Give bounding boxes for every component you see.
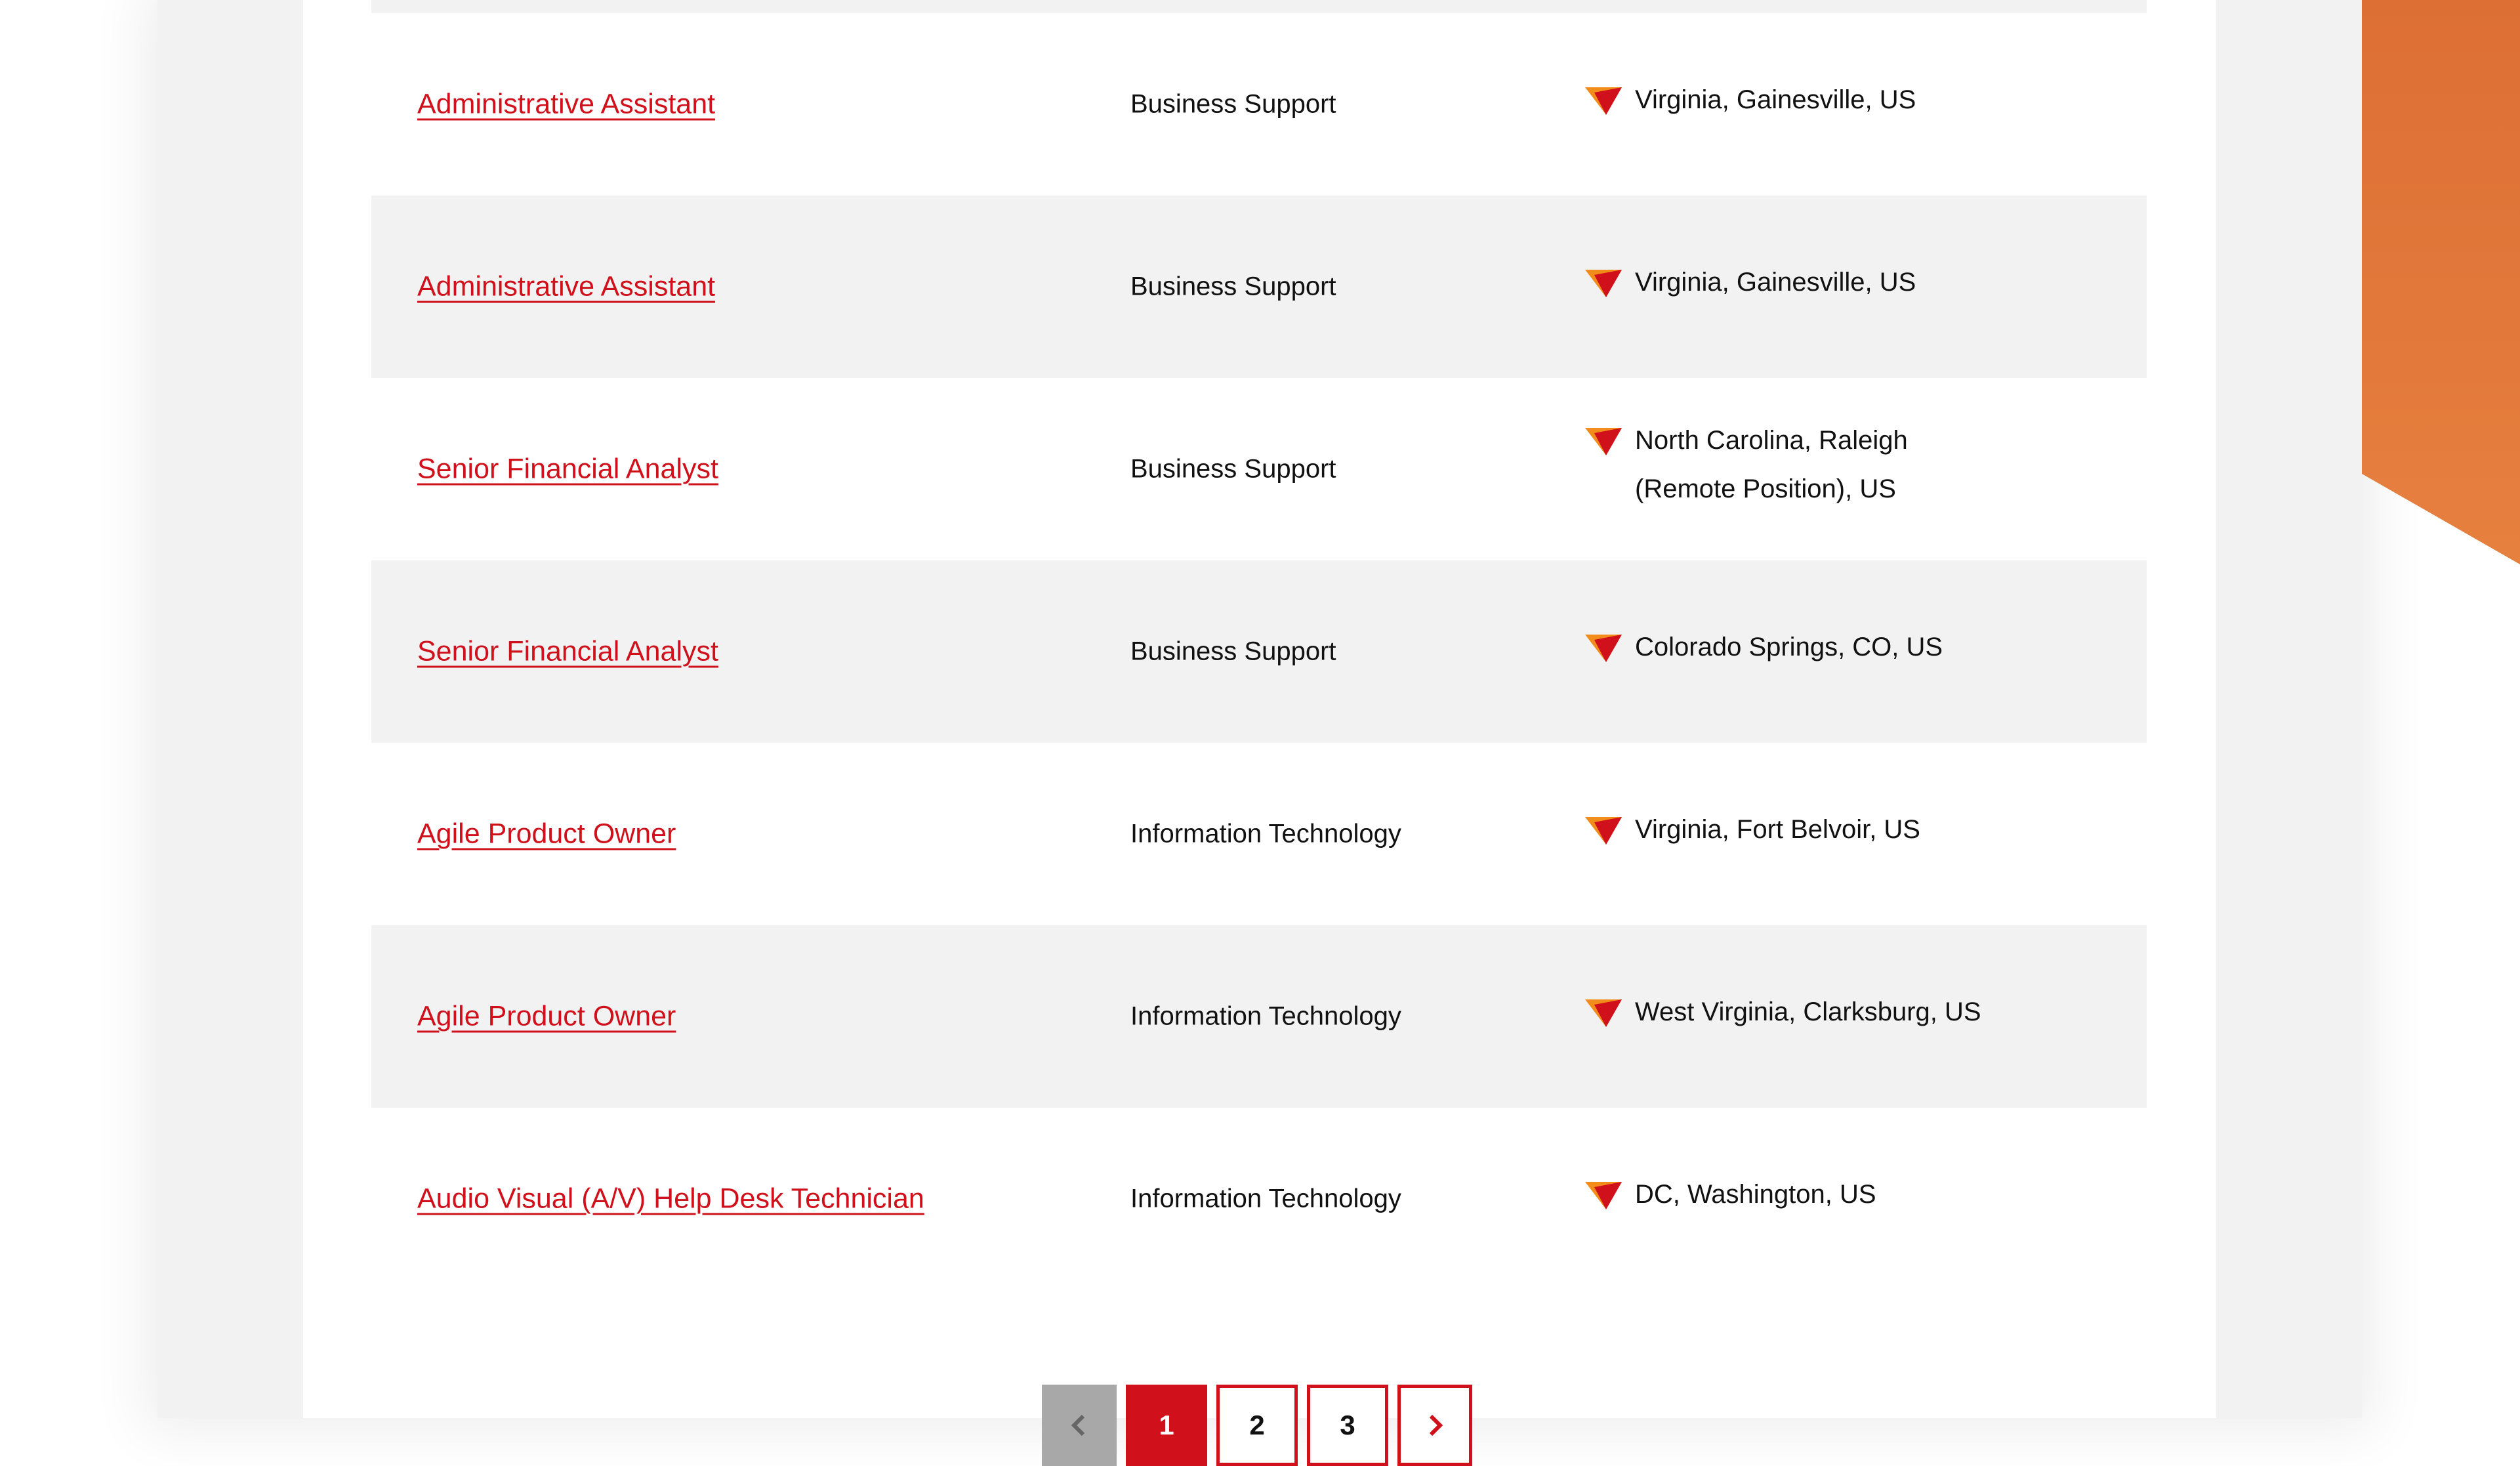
location-pin-icon xyxy=(1585,1177,1622,1213)
job-location xyxy=(1585,1179,2084,1219)
job-category: Information Technology xyxy=(1130,819,1401,848)
location-text: DC, Washington, US xyxy=(1635,1180,1876,1209)
job-title-link[interactable]: Senior Financial Analyst xyxy=(417,453,718,485)
job-title-link[interactable]: Agile Product Owner xyxy=(417,1000,676,1032)
table-row xyxy=(371,560,2147,743)
table-row xyxy=(371,743,2147,925)
job-category: Business Support xyxy=(1130,637,1336,666)
page-button-2[interactable]: 2 xyxy=(1216,1385,1298,1466)
job-title-link[interactable]: Senior Financial Analyst xyxy=(417,635,718,667)
job-title-link[interactable]: Administrative Assistant xyxy=(417,270,716,303)
table-row xyxy=(371,925,2147,1108)
table-top-edge xyxy=(371,0,2147,13)
job-category: Business Support xyxy=(1130,272,1336,301)
location-pin-icon xyxy=(1585,629,1622,666)
next-page-button[interactable] xyxy=(1397,1385,1472,1466)
job-location xyxy=(1585,85,2084,124)
job-category: Information Technology xyxy=(1130,1001,1401,1031)
job-title-link[interactable]: Audio Visual (A/V) Help Desk Technician xyxy=(417,1183,924,1215)
job-location xyxy=(1585,997,2084,1036)
location-text: Virginia, Fort Belvoir, US xyxy=(1635,815,1920,844)
orange-decoration xyxy=(2362,0,2520,564)
job-category: Business Support xyxy=(1130,89,1336,119)
job-location xyxy=(1585,632,2084,671)
job-title-link[interactable]: Agile Product Owner xyxy=(417,818,676,850)
job-location xyxy=(1585,267,2084,306)
location-pin-icon xyxy=(1585,994,1622,1031)
job-title-link[interactable]: Administrative Assistant xyxy=(417,88,716,120)
location-text: Virginia, Gainesville, US xyxy=(1635,85,1916,114)
location-pin-icon xyxy=(1585,264,1622,301)
job-location xyxy=(1585,814,2084,854)
location-text: North Carolina, Raleigh (Remote Position), US xyxy=(1635,426,1908,503)
page-button-3[interactable]: 3 xyxy=(1307,1385,1388,1466)
table-row xyxy=(371,196,2147,378)
location-pin-icon xyxy=(1585,82,1622,119)
job-category: Information Technology xyxy=(1130,1184,1401,1213)
chevron-right-icon xyxy=(1422,1412,1448,1438)
table-row xyxy=(371,13,2147,196)
table-row xyxy=(371,378,2147,560)
page-button-1[interactable]: 1 xyxy=(1126,1385,1207,1466)
prev-page-button[interactable] xyxy=(1042,1385,1117,1466)
location-text: West Virginia, Clarksburg, US xyxy=(1635,997,1981,1026)
location-pin-icon xyxy=(1585,812,1622,848)
location-text: Colorado Springs, CO, US xyxy=(1635,633,1943,661)
pagination xyxy=(1042,1385,1472,1463)
table-row xyxy=(371,1108,2147,1290)
chevron-left-icon xyxy=(1066,1412,1092,1438)
job-location xyxy=(1585,425,1985,513)
jobs-table xyxy=(371,13,2147,1290)
location-text: Virginia, Gainesville, US xyxy=(1635,268,1916,297)
location-pin-icon xyxy=(1585,423,1622,459)
job-category: Business Support xyxy=(1130,454,1336,484)
